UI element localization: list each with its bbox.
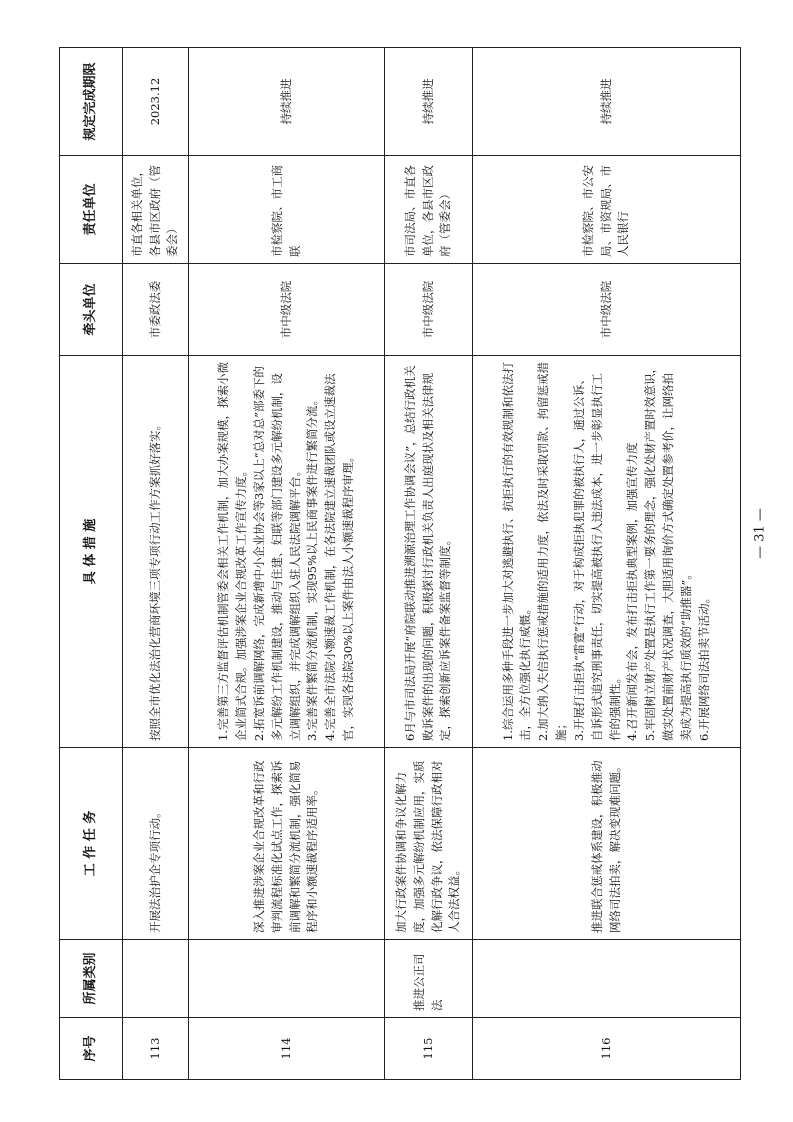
page-number: — 31 — <box>752 508 768 559</box>
measure-item: 2.拓宽诉前调解网络，完成新增中小企业协会等3家以上“总对总”部委下的多元解纷工作机制建设，推动与住建、妇联等部门建设多元解纷机制，设立调解组织，并完成调解组织入驻人民法院调解平台。 <box>251 365 302 741</box>
row-measures <box>189 356 385 748</box>
measure-item: 5.牢固树立财产处置是执行工作第一要务的理念，强化处财产置时效意识，做实处置前财产状况调查，大胆适用询价方式确定处置参考价，让网络拍卖成为提高执行质效的“助推器”。 <box>643 362 693 741</box>
table-row <box>385 48 473 1080</box>
row-deadline: 2023.12 <box>123 48 189 156</box>
header-lead: 牵头单位 <box>60 264 123 356</box>
row-category <box>473 940 741 1018</box>
row-measures <box>385 356 473 748</box>
header-responsible: 责任单位 <box>60 156 123 264</box>
row-task: 开展法治护企专项行动。 <box>123 748 189 940</box>
table-row <box>189 48 385 1080</box>
row-lead: 市委政法委 <box>123 264 189 356</box>
row-responsible: 市检察院、市工商联 <box>189 156 385 264</box>
header-seq: 序号 <box>60 1018 123 1080</box>
row-lead: 市中级法院 <box>385 264 473 356</box>
rotated-table-container <box>59 48 735 1080</box>
measure-item: 1.综合运用多种手段进一步加大对逃避执行、抗拒执行的有效规制和依法打击，全方位强化执行威慑。 <box>500 362 533 741</box>
row-lead: 市中级法院 <box>189 264 385 356</box>
measure-item: 3.完善案件繁简分流机制，实现95%以上民商事案件进行繁简分流。 <box>305 393 320 741</box>
header-measures: 具 体 措 施 <box>60 356 123 748</box>
header-row <box>60 48 123 1080</box>
row-deadline: 持续推进 <box>385 48 473 156</box>
measure-item: 6.开展网络司法拍卖节活动。 <box>696 592 711 741</box>
row-category: 推进公正司法 <box>385 940 473 1018</box>
measure-item: 4.完善全市法院小额速裁工作机制，在各法院建立速裁团队或设立速裁法官，实现各法院30%以上案件由法人小额速裁程序审理。 <box>323 373 355 741</box>
measure-item: 2.加大纳入失信执行惩戒措施的适用力度，依法及时采取罚款、拘留惩戒措施； <box>536 362 569 741</box>
row-task: 加大行政案件协调和争议化解力度，加强多元解纷机制应用，实质化解行政争议，依法保障行政相对人合法权益。 <box>385 748 473 940</box>
measure-item: 3.开展打击拒执“雷霆”行动，对于构成拒执犯罪的被执行人，通过公诉、自诉形式追究刑事责任，切实提高被执行人违法成本，进一步彰显执行工作的强制性。 <box>571 373 622 741</box>
row-seq: 116 <box>473 1018 741 1080</box>
row-category <box>189 940 385 1018</box>
header-deadline: 规定完成期限 <box>60 48 123 156</box>
row-deadline: 持续推进 <box>189 48 385 156</box>
table-row <box>473 48 741 1080</box>
row-seq: 113 <box>123 1018 189 1080</box>
table-row <box>123 48 189 1080</box>
row-lead: 市中级法院 <box>473 264 741 356</box>
row-category <box>123 940 189 1018</box>
row-measures <box>123 356 189 748</box>
header-task: 工 作 任 务 <box>60 748 123 940</box>
row-responsible: 市司法局、市直各单位，各县市区政府（管委会） <box>385 156 473 264</box>
row-task: 推进联合惩戒体系建设，积极推动网络司法拍卖，解决变现难问题。 <box>473 748 741 940</box>
row-responsible: 市检察院、市公安局、市资规局、市人民银行 <box>473 156 741 264</box>
row-responsible: 市直各相关单位，各县市区政府（管委会） <box>123 156 189 264</box>
row-deadline: 持续推进 <box>473 48 741 156</box>
row-measures <box>473 356 741 748</box>
measure-item: 6月与市司法局开展“府院联动推进溯源治理工作协调会议”，总结行政机关败诉案件的出现的问题，积极探讨行政机关负责人出庭现状及相关法律规定，探索创新应诉案件备案监督等制度。 <box>402 365 453 741</box>
measure-item: 按照全市优化法治化营商环境三项专项行动工作方案抓好落实。 <box>147 419 162 741</box>
header-category: 所属类别 <box>60 940 123 1018</box>
row-seq: 114 <box>189 1018 385 1080</box>
row-task: 深入推进涉案企业合规改革和行政审判流程标准化试点工作，探索诉前调解和繁简分流机制，强化简易程序和小额速裁程序适用率。 <box>189 748 385 940</box>
measure-item: 4.召开新闻发布会，发布打击拒执典型案例，加强宣传力度 <box>625 442 640 741</box>
measure-item: 1.完善第三方监督评估机制管委会相关工作机制，加大办案规模，探索小微企业简式合规。加强涉案企业合规改革工作宣传力度。 <box>216 362 249 741</box>
measures-table <box>59 47 741 1080</box>
row-seq: 115 <box>385 1018 473 1080</box>
